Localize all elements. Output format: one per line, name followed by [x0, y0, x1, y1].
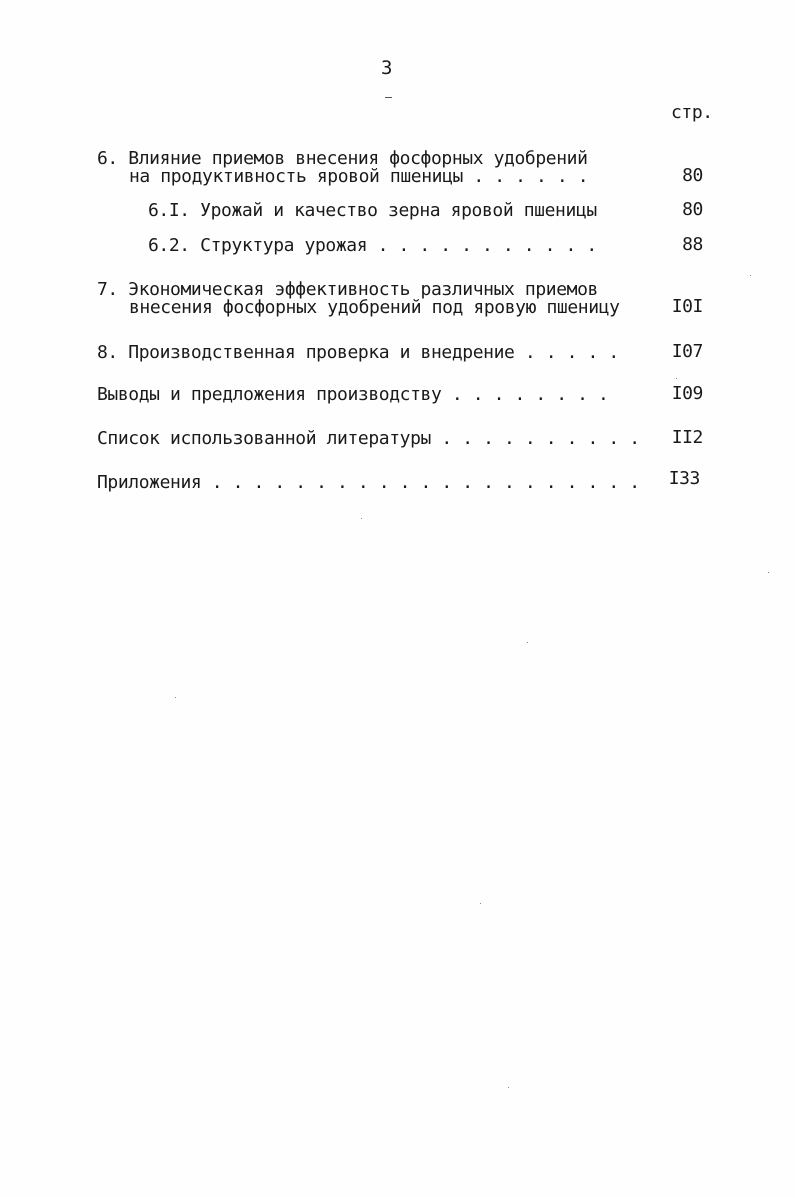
toc-entry-6-2: 6.2. Структура урожая . . . . . . . . . . . — [148, 235, 597, 256]
scan-speck — [361, 518, 362, 519]
toc-entry-6-line2: на продуктивность яровой пшеницы . . . . . . — [129, 166, 589, 187]
scan-speck — [480, 903, 481, 904]
toc-entry-7-line1: 7. Экономическая эффективность различных приемов — [97, 279, 598, 300]
toc-entry-8-page: I07 — [671, 341, 703, 362]
toc-entry-7-line2: внесения фосфорных удобрений под яровую пшеницу — [129, 297, 620, 318]
toc-entry-6-1-page: 80 — [682, 199, 703, 220]
scan-speck — [768, 572, 769, 573]
toc-entry-6-2-page: 88 — [682, 234, 703, 255]
toc-entry-6-page: 80 — [682, 165, 703, 186]
page-column-header: стр. — [671, 102, 713, 123]
scan-speck — [527, 642, 528, 643]
page-number: 3 — [381, 57, 393, 79]
toc-entry-conclusions-page: I09 — [671, 383, 703, 404]
toc-entry-references: Список использованной литературы . . . . . . . . . . — [97, 428, 640, 449]
toc-entry-conclusions: Выводы и предложения производству . . . . . . . . — [97, 384, 609, 405]
toc-entry-6-1: 6.I. Урожай и качество зерна яровой пшеницы — [148, 200, 597, 221]
toc-entry-6-line1: 6. Влияние приемов внесения фосфорных удобрений — [97, 148, 588, 169]
toc-entry-7-page: I0I — [671, 296, 703, 317]
toc-entry-appendix-page: I33 — [668, 468, 700, 489]
scan-speck — [175, 697, 176, 698]
scan-speck — [676, 378, 677, 379]
toc-entry-references-page: II2 — [671, 427, 703, 448]
toc-entry-appendix: Приложения . . . . . . . . . . . . . . . . . . . . . — [97, 472, 640, 493]
toc-entry-8: 8. Производственная проверка и внедрение . . . . . — [97, 342, 619, 363]
page-number-dash — [385, 97, 392, 98]
scan-speck — [508, 1087, 509, 1088]
scan-speck — [750, 275, 751, 276]
